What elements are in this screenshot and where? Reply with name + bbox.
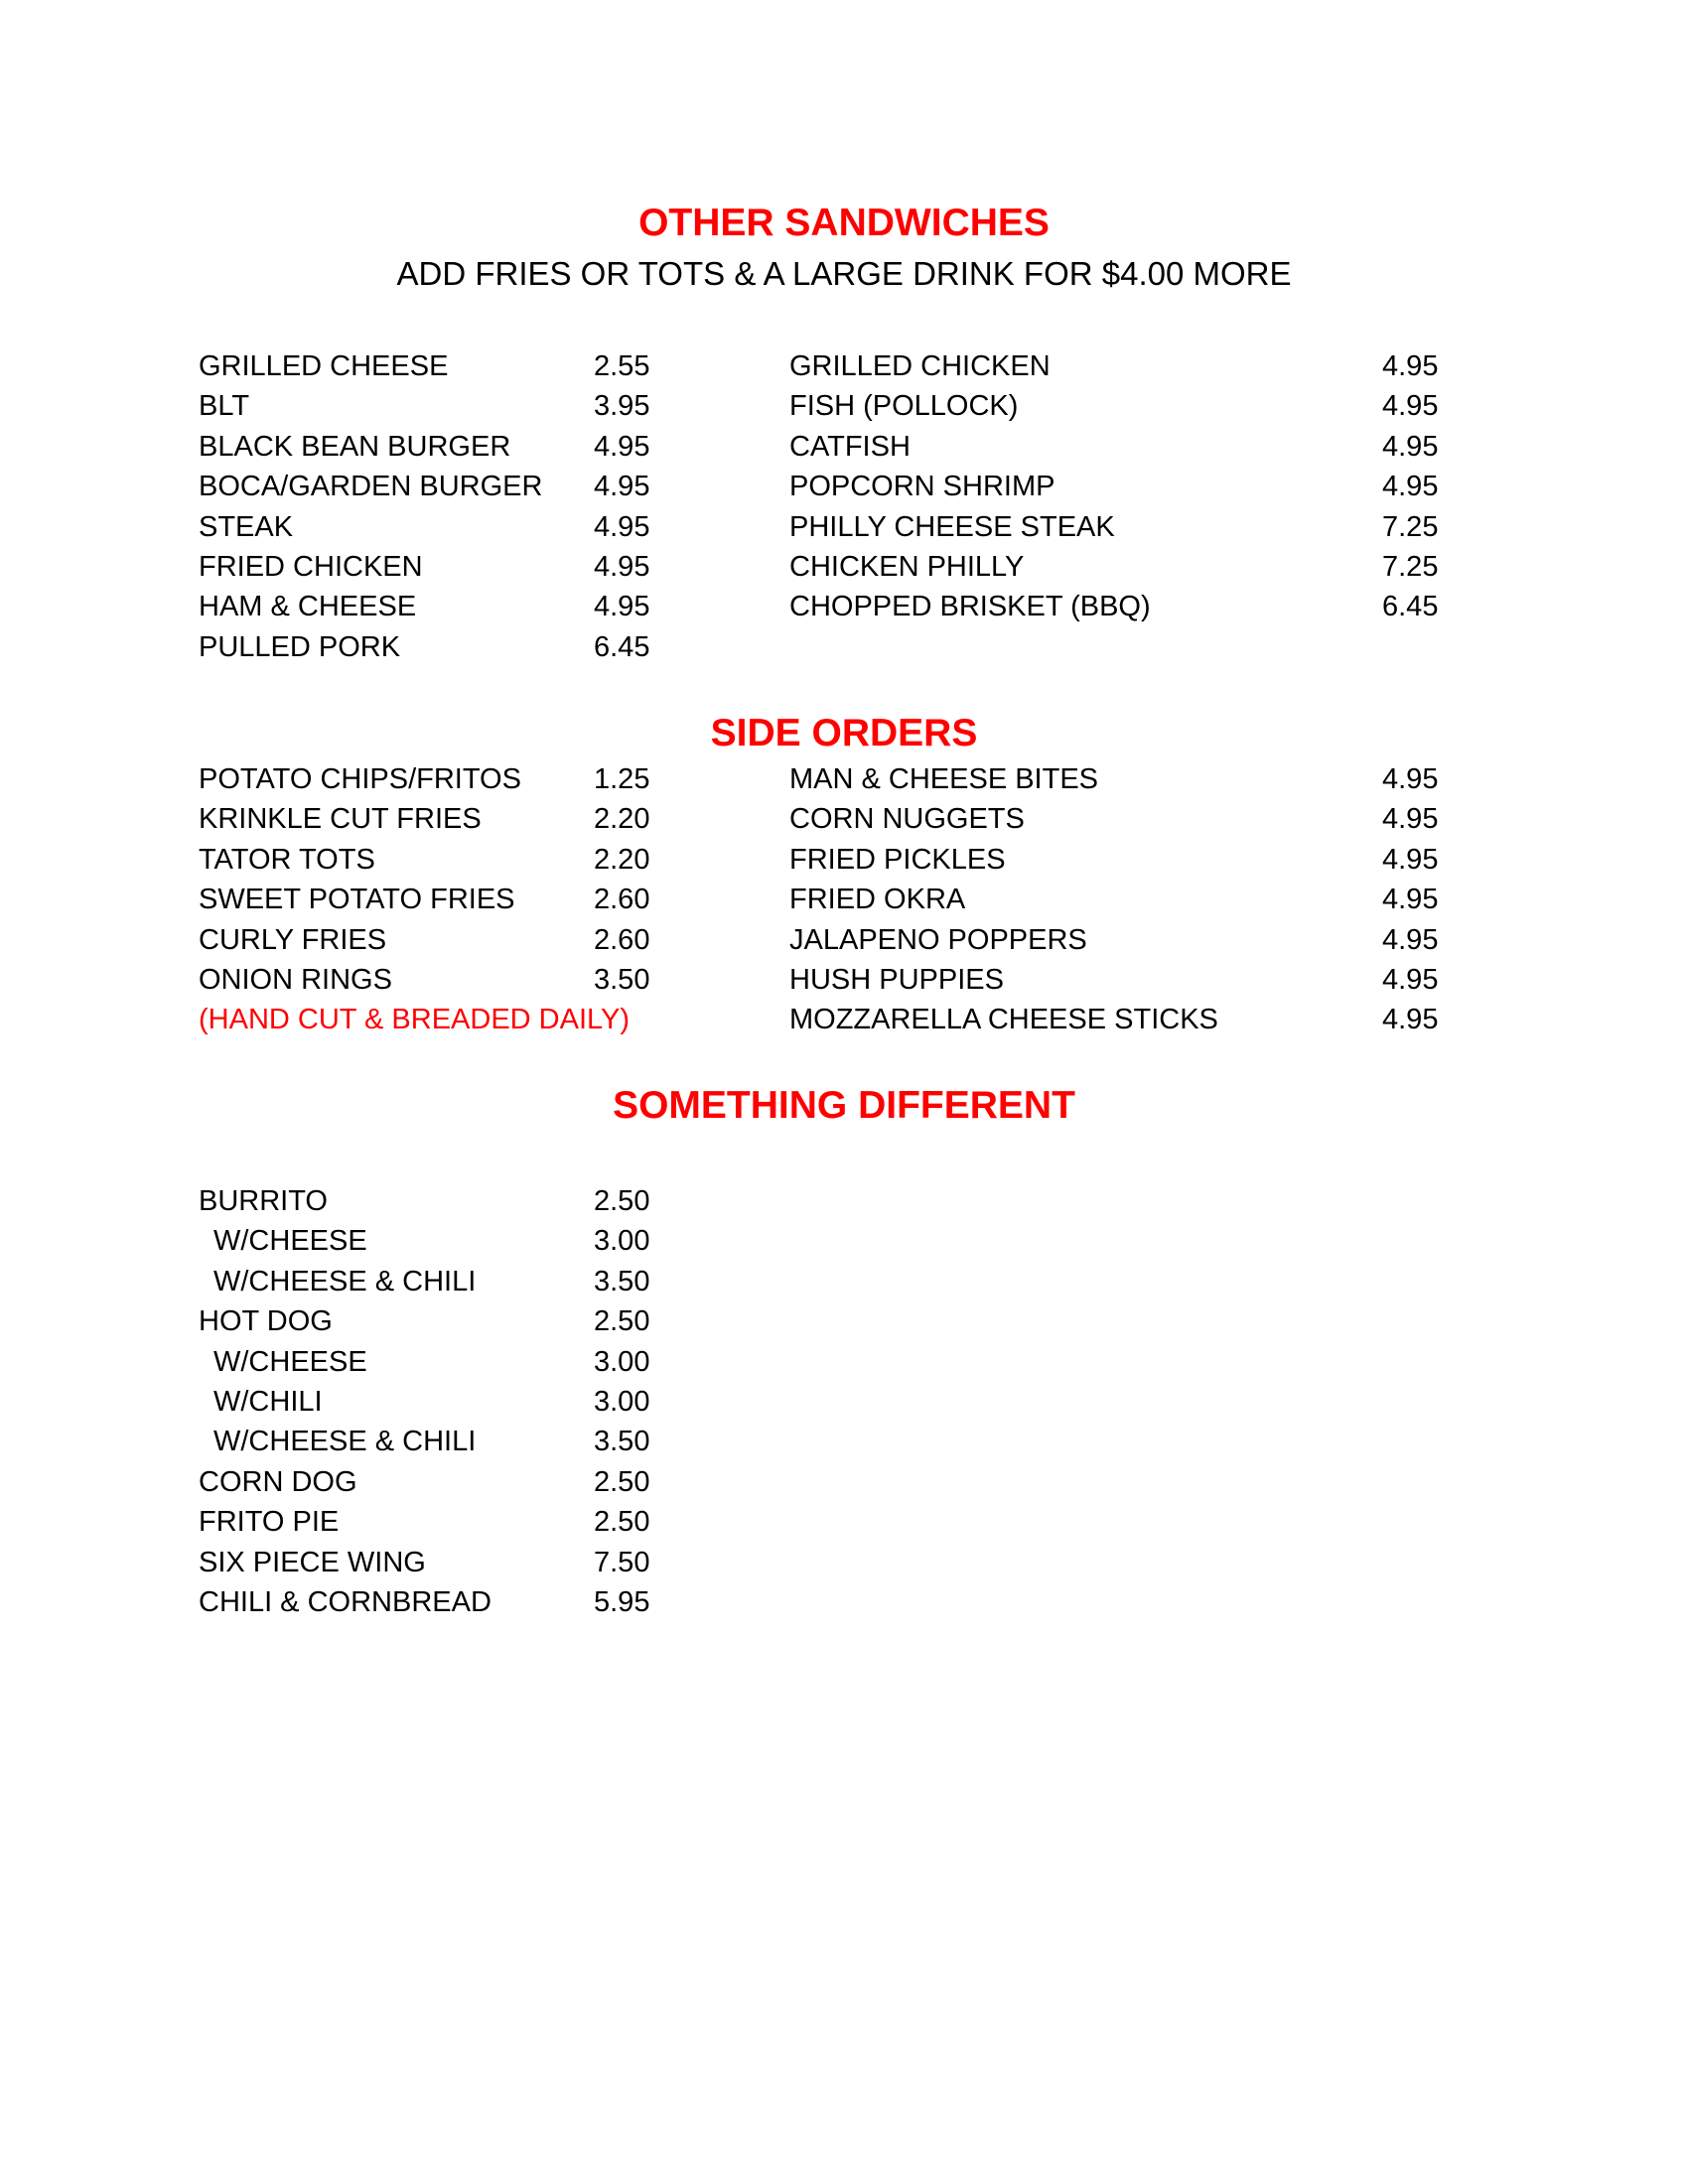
- item-price: 2.50: [594, 1506, 650, 1539]
- item-price: 4.95: [1382, 923, 1439, 956]
- item-price: 3.00: [594, 1345, 650, 1378]
- item-price: 6.45: [594, 630, 650, 663]
- item-price: 2.60: [594, 884, 650, 916]
- item-name: CURLY FRIES: [199, 923, 387, 956]
- item-name: CORN NUGGETS: [789, 803, 1025, 836]
- item-name: BLACK BEAN BURGER: [199, 430, 511, 463]
- item-price: 2.60: [594, 923, 650, 956]
- section-subtitle-other-sandwiches: ADD FRIES OR TOTS & A LARGE DRINK FOR $4.00 MORE: [396, 255, 1292, 292]
- item-price: 4.95: [1382, 963, 1439, 996]
- item-price: 3.50: [594, 1426, 650, 1458]
- item-price: 4.95: [594, 510, 650, 543]
- item-name: HOT DOG: [199, 1305, 333, 1338]
- item-price: 2.55: [594, 350, 650, 382]
- item-name: MAN & CHEESE BITES: [789, 763, 1099, 795]
- item-price: 4.95: [1382, 430, 1439, 463]
- item-name: W/CHEESE: [213, 1225, 367, 1258]
- item-price: 4.95: [1382, 1004, 1439, 1036]
- item-price: 3.00: [594, 1385, 650, 1418]
- item-price: 4.95: [1382, 843, 1439, 876]
- item-price: 7.50: [594, 1546, 650, 1578]
- hand-cut-note: (HAND CUT & BREADED DAILY): [199, 1004, 630, 1036]
- item-price: 4.95: [594, 471, 650, 503]
- item-price: 2.50: [594, 1465, 650, 1498]
- item-name: GRILLED CHICKEN: [789, 350, 1051, 382]
- section-title-other-sandwiches: OTHER SANDWICHES: [638, 202, 1050, 244]
- item-price: 2.50: [594, 1305, 650, 1338]
- item-price: 3.00: [594, 1225, 650, 1258]
- item-price: 2.50: [594, 1185, 650, 1217]
- item-price: 4.95: [594, 550, 650, 583]
- item-price: 4.95: [1382, 763, 1439, 795]
- item-name: W/CHEESE: [213, 1345, 367, 1378]
- item-name: HUSH PUPPIES: [789, 963, 1004, 996]
- item-name: PULLED PORK: [199, 630, 401, 663]
- item-name: POTATO CHIPS/FRITOS: [199, 763, 521, 795]
- item-price: 2.20: [594, 803, 650, 836]
- item-name: ONION RINGS: [199, 963, 392, 996]
- item-price: 4.95: [1382, 884, 1439, 916]
- item-name: CHILI & CORNBREAD: [199, 1585, 492, 1618]
- item-name: MOZZARELLA CHEESE STICKS: [789, 1004, 1218, 1036]
- item-name: W/CHEESE & CHILI: [213, 1426, 477, 1458]
- item-name: HAM & CHEESE: [199, 591, 417, 623]
- item-name: CHICKEN PHILLY: [789, 550, 1025, 583]
- item-name: TATOR TOTS: [199, 843, 375, 876]
- item-name: PHILLY CHEESE STEAK: [789, 510, 1115, 543]
- item-name: KRINKLE CUT FRIES: [199, 803, 482, 836]
- item-name: FRIED OKRA: [789, 884, 966, 916]
- section-title-side-orders: SIDE ORDERS: [710, 712, 978, 754]
- section-title-something-different: SOMETHING DIFFERENT: [613, 1084, 1075, 1127]
- item-name: W/CHEESE & CHILI: [213, 1265, 477, 1297]
- item-name: GRILLED CHEESE: [199, 350, 449, 382]
- item-name: BLT: [199, 390, 250, 423]
- item-name: SWEET POTATO FRIES: [199, 884, 515, 916]
- item-price: 4.95: [1382, 350, 1439, 382]
- item-price: 4.95: [1382, 471, 1439, 503]
- item-name: POPCORN SHRIMP: [789, 471, 1055, 503]
- item-price: 3.95: [594, 390, 650, 423]
- item-name: BOCA/GARDEN BURGER: [199, 471, 543, 503]
- item-price: 4.95: [594, 430, 650, 463]
- item-name: FRIED PICKLES: [789, 843, 1006, 876]
- item-name: W/CHILI: [213, 1385, 323, 1418]
- item-price: 5.95: [594, 1585, 650, 1618]
- item-name: JALAPENO POPPERS: [789, 923, 1087, 956]
- item-price: 7.25: [1382, 550, 1439, 583]
- item-price: 6.45: [1382, 591, 1439, 623]
- item-name: FRIED CHICKEN: [199, 550, 423, 583]
- item-name: CHOPPED BRISKET (BBQ): [789, 591, 1151, 623]
- item-price: 1.25: [594, 763, 650, 795]
- item-price: 2.20: [594, 843, 650, 876]
- item-price: 4.95: [594, 591, 650, 623]
- item-price: 4.95: [1382, 803, 1439, 836]
- item-price: 7.25: [1382, 510, 1439, 543]
- item-price: 3.50: [594, 963, 650, 996]
- item-name: CORN DOG: [199, 1465, 357, 1498]
- item-name: FRITO PIE: [199, 1506, 340, 1539]
- item-name: FISH (POLLOCK): [789, 390, 1019, 423]
- item-name: STEAK: [199, 510, 294, 543]
- item-name: SIX PIECE WING: [199, 1546, 426, 1578]
- item-name: BURRITO: [199, 1185, 328, 1217]
- item-price: 3.50: [594, 1265, 650, 1297]
- item-price: 4.95: [1382, 390, 1439, 423]
- item-name: CATFISH: [789, 430, 911, 463]
